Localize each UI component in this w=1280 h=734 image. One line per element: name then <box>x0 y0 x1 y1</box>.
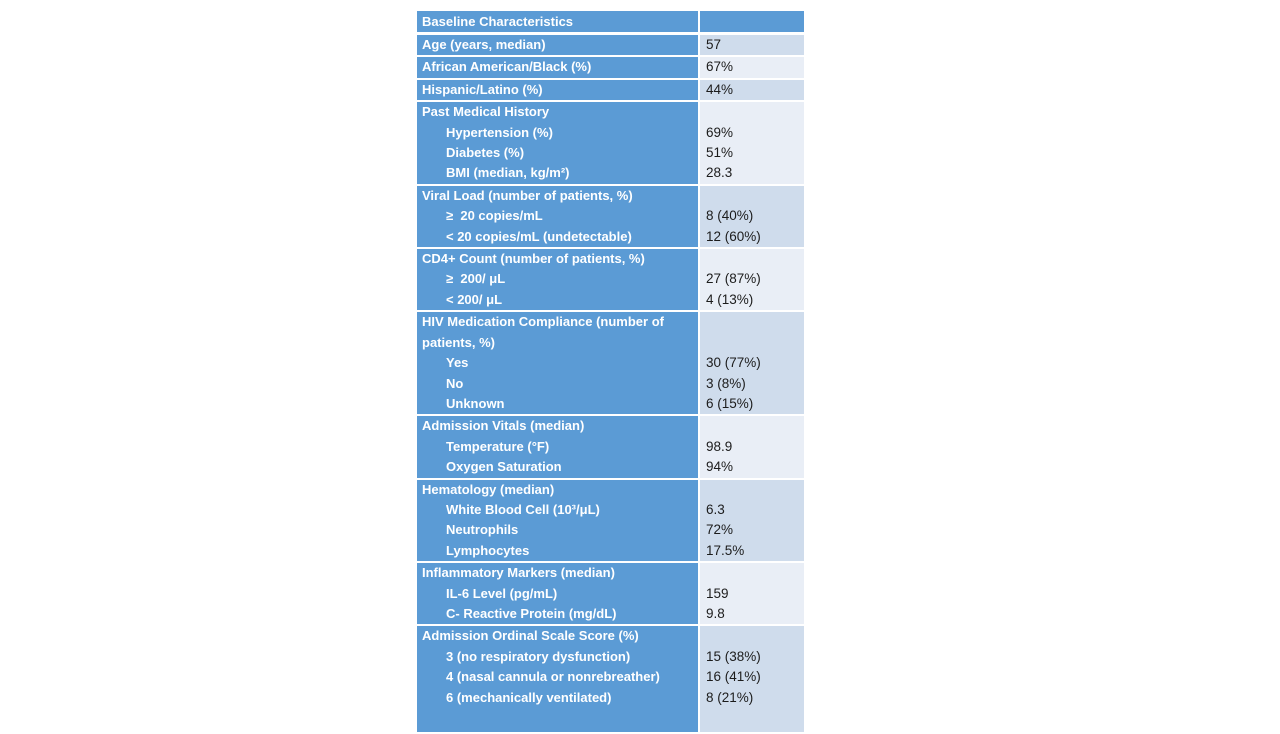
row-value <box>700 626 804 646</box>
group-header-label: Hematology (median) <box>417 480 698 500</box>
row-value <box>700 563 804 583</box>
row-label: Hypertension (%) <box>417 123 698 143</box>
row-value: 44% <box>700 80 804 100</box>
row-value: 6 (15%) <box>700 394 804 414</box>
row-label: Oxygen Saturation <box>417 457 698 477</box>
table-row-group <box>417 480 806 562</box>
row-value: 98.9 <box>700 437 804 457</box>
row-label: < 20 copies/mL (undetectable) <box>417 227 698 247</box>
row-label: < 200/ μL <box>417 290 698 310</box>
row-value: 67% <box>700 57 804 77</box>
row-value: 51% <box>700 143 804 163</box>
row-label: No <box>417 374 698 394</box>
row-value: 8 (21%) <box>700 688 804 732</box>
table-row-group <box>417 416 806 477</box>
row-value: 4 (13%) <box>700 290 804 310</box>
row-label: White Blood Cell (10³/μL) <box>417 500 698 520</box>
group-header-label: Inflammatory Markers (median) <box>417 563 698 583</box>
table-row-group <box>417 563 806 624</box>
row-label: 4 (nasal cannula or nonrebreather) <box>417 667 698 687</box>
row-label: Age (years, median) <box>417 35 698 55</box>
row-value <box>700 11 804 32</box>
row-value: 8 (40%) <box>700 206 804 226</box>
group-header-label: Viral Load (number of patients, %) <box>417 186 698 206</box>
row-value: 9.8 <box>700 604 804 624</box>
row-value: 159 <box>700 584 804 604</box>
row-value: 15 (38%) <box>700 647 804 667</box>
table-row-group <box>417 80 806 100</box>
group-header-label: HIV Medication Compliance (number of patients, %) <box>417 312 698 353</box>
row-value: 94% <box>700 457 804 477</box>
row-label: Unknown <box>417 394 698 414</box>
row-label: Temperature (°F) <box>417 437 698 457</box>
row-value: 16 (41%) <box>700 667 804 687</box>
row-label: Diabetes (%) <box>417 143 698 163</box>
table-header-row <box>417 11 806 32</box>
row-value <box>700 416 804 436</box>
table-row-group <box>417 312 806 414</box>
row-value <box>700 186 804 206</box>
row-label: BMI (median, kg/m²) <box>417 163 698 183</box>
row-value: 17.5% <box>700 541 804 561</box>
table-row-group <box>417 57 806 77</box>
table-row-group <box>417 249 806 310</box>
table-row-group <box>417 102 806 184</box>
row-label: Neutrophils <box>417 520 698 540</box>
row-label: C- Reactive Protein (mg/dL) <box>417 604 698 624</box>
group-header-label: Past Medical History <box>417 102 698 122</box>
row-label: Yes <box>417 353 698 373</box>
table-title: Baseline Characteristics <box>417 11 698 32</box>
baseline-characteristics-table <box>417 11 806 734</box>
row-label: 3 (no respiratory dysfunction) <box>417 647 698 667</box>
group-header-label: CD4+ Count (number of patients, %) <box>417 249 698 269</box>
table-row-group <box>417 35 806 55</box>
table-row-group <box>417 626 806 732</box>
row-value <box>700 480 804 500</box>
row-value: 28.3 <box>700 163 804 183</box>
row-value <box>700 102 804 122</box>
row-value: 69% <box>700 123 804 143</box>
row-label: IL-6 Level (pg/mL) <box>417 584 698 604</box>
row-label: ≥ 200/ μL <box>417 269 698 289</box>
row-value <box>700 312 804 353</box>
row-label: ≥ 20 copies/mL <box>417 206 698 226</box>
row-value: 12 (60%) <box>700 227 804 247</box>
group-header-label: Admission Vitals (median) <box>417 416 698 436</box>
row-value: 57 <box>700 35 804 55</box>
row-label: 6 (mechanically ventilated) <box>417 688 698 732</box>
table-row-group <box>417 186 806 247</box>
row-value: 3 (8%) <box>700 374 804 394</box>
row-value <box>700 249 804 269</box>
row-value: 72% <box>700 520 804 540</box>
row-label: African American/Black (%) <box>417 57 698 77</box>
row-label: Lymphocytes <box>417 541 698 561</box>
row-value: 30 (77%) <box>700 353 804 373</box>
row-label: Hispanic/Latino (%) <box>417 80 698 100</box>
row-value: 6.3 <box>700 500 804 520</box>
row-value: 27 (87%) <box>700 269 804 289</box>
group-header-label: Admission Ordinal Scale Score (%) <box>417 626 698 646</box>
